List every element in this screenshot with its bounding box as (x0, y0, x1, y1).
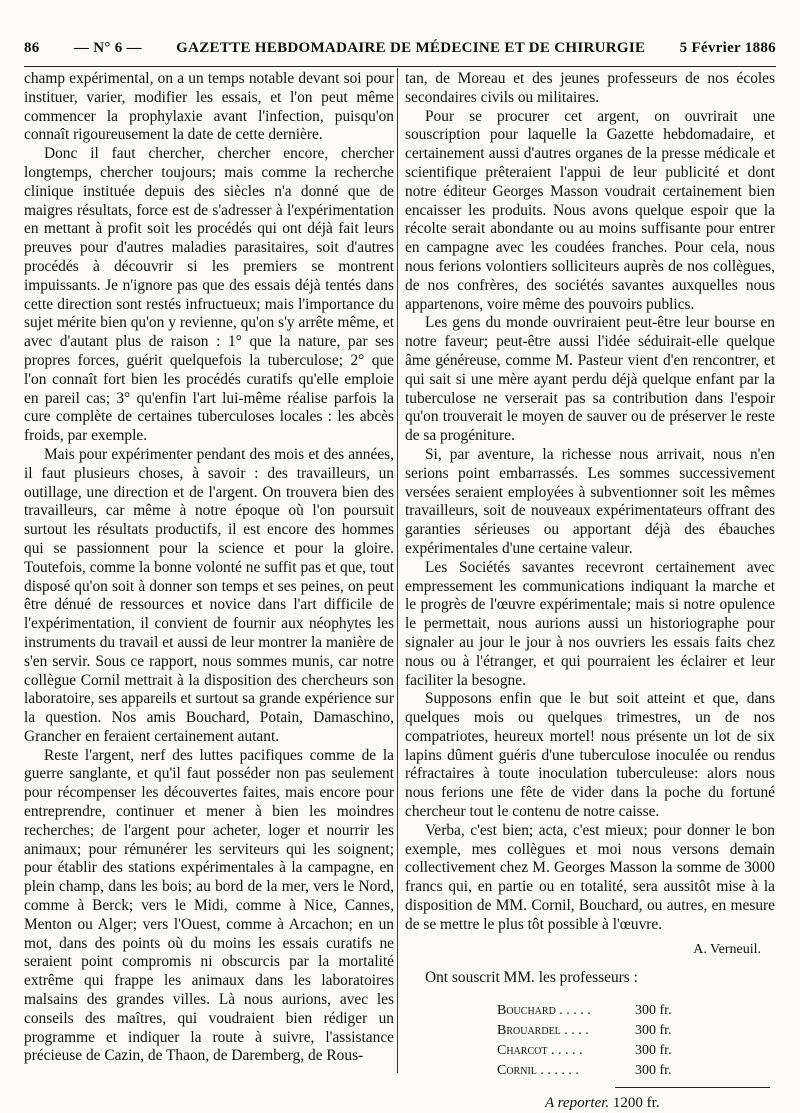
paragraph: Reste l'argent, nerf des luttes pacifiques comme de la guerre sanglante, et qu'il faut posséder non pas seulement pour récompenser les découvertes faites, mais encore pour entreprendre, continuer et mener à bien les moindres recherches; de l'argent pour acheter, loger et nourrir les animaux; pour rémunérer les serviteurs qui les soignent; pour établir des stations expérimentales à la campagne, en plein champ, dans les bois; au bord de la mer, vers le Nord, comme à Berck; vers le Midi, comme à Nice, Cannes, Menton ou Alger; vers l'Ouest, comme à Arcachon; en un mot, dans des points où du moins les essais curatifs ne seraient point compromis ni obscurcis par la mortalité extrême qui frappe les animaux dans les laboratoires malsains des grandes villes. Là nous aurions, avec les conseils des maîtres, qui voudraient bien rédiger un programme et indiquer la route à suivre, l'assistance précieuse de Cazin, de Thaon, de Daremberg, de Rous- (24, 746, 394, 1065)
subscription-table (497, 1002, 672, 1081)
author-signature: A. Verneuil. (693, 941, 761, 957)
subscription-amount: 300 fr. (635, 1003, 672, 1019)
subscription-amount: 300 fr. (635, 1023, 672, 1039)
subscriber-name: Charcot . . . . . (497, 1042, 583, 1058)
paragraph: Donc il faut chercher, chercher encore, chercher longtemps, chercher toujours; mais comme la recherche clinique instituée depuis des siècles n'a donné que de maigres résultats, force est de s'adresser à l'expérimentation en mettant à profit soit les procédés qui ont déjà fait leurs preuves pour d'autres maladies parasitaires, soit d'autres procédés à découvrir si les premiers se montrent impuissants. Je n'ignore pas que des essais déjà tentés dans cette direction sont restés infructueux; mais l'importance du sujet mérite bien qu'on y revienne, qu'on s'y arrête même, et avec d'autant plus de raison : 1° que la nature, par ses propres forces, guérit quelquefois la tuberculose; 2° que l'on connaît fort bien les procédés curatifs qu'elle emploie en pareil cas; 3° qu'enfin l'art lui-même réalise parfois la cure complète de certaines tuberculoses locales : les abcès froids, par exemple. (24, 145, 394, 445)
subscriber-name: Cornil . . . . . . (497, 1062, 579, 1078)
total-amount: 1200 fr. (612, 1095, 660, 1112)
paragraph: tan, de Moreau et des jeunes professeurs de nos écoles secondaires civils ou militaires. (405, 70, 775, 106)
running-header (24, 40, 776, 57)
table-row (497, 1042, 672, 1062)
subscription-total (405, 1094, 775, 1113)
table-row (497, 1022, 672, 1042)
paragraph: champ expérimental, on a un temps notable devant soi pour instituer, varier, modifier les essais, et l'on peut même commencer la prophylaxie avant l'infection, puisqu'on connaît rigoureusement la date de cette dernière. (24, 70, 394, 144)
paragraph: Pour se procurer cet argent, on ouvrirait une souscription pour laquelle la Gazette hebdomadaire, et certainement aussi d'autres organes de la presse médicale et scientifique prêteraient l'appui de leur publicité et dont notre éditeur Georges Masson voudrait certainement bien encaisser les produits. Nous avons quelque espoir que la récolte serait abondante ou au moins suffisante pour entrer en campagne avec les coudées franches. Pour cela, nous nous ferions volontiers solliciteurs auprès de nos collègues, de nos confrères, des sociétés savantes auxquelles nous appartenons, voire même des pouvoirs publics. (405, 107, 775, 313)
column-divider (397, 68, 398, 1073)
journal-title: GAZETTE HEBDOMADAIRE DE MÉDECINE ET DE CHIRURGIE (176, 40, 646, 56)
paragraph: Les Sociétés savantes recevront certainement avec empressement les communications indiquant la marche et le progrès de l'œuvre expérimentale; mais si notre opulence le permettait, nous aurions aussi un historiographe pour signaler au jour le jour à nos ouvriers les essais faits chez nous ou à l'étranger, et qui pourraient les éclairer et leur faciliter la besogne. (405, 558, 775, 689)
page-number: 86 (24, 40, 40, 56)
right-column (405, 70, 775, 1113)
paragraph: Mais pour expérimenter pendant des mois et des années, il faut plusieurs choses, à savoir : des travailleurs, un outillage, une direction et de l'argent. On trouvera bien des travailleurs, car même à notre époque où l'on poursuit surtout les résultats productifs, il est encore des hommes qui se passionnent pour la science et pour la gloire. Toutefois, comme la bonne volonté ne suffit pas et que, tout disposé qu'on soit à donner son temps et ses peines, on peut être dénué de ressources et novice dans l'art difficile de l'expérimentation, il convient de fournir aux néophytes les instruments du travail et aussi de leur montrer la manière de s'en servir. Sous ce rapport, nous sommes munis, car notre collègue Cornil mettrait à la disposition des chercheurs son laboratoire, ses appareils et surtout sa grande expérience sur la question. Nos amis Bouchard, Potain, Damaschino, Grancher en feraient certainement autant. (24, 445, 394, 745)
total-rule (615, 1087, 770, 1088)
table-row (497, 1062, 672, 1082)
table-row (497, 1002, 672, 1022)
paragraph: Si, par aventure, la richesse nous arrivait, nous n'en serions point embarrassés. Les sommes successivement versées seraient employées à subventionner soit les mêmes travailleurs, soit de nouveaux expérimentateurs offrant des garanties sérieuses ou apportant déjà des ébauches expérimentales d'une certaine valeur. (405, 445, 775, 557)
paragraph: Verba, c'est bien; acta, c'est mieux; pour donner le bon exemple, mes collègues et moi nous versons demain collectivement chez M. Georges Masson la somme de 3000 francs qui, en partie ou en totalité, sera aussitôt mise à la disposition de MM. Cornil, Bouchard, ou autres, en mesure de se mettre le plus tôt possible à l'œuvre. (405, 821, 775, 933)
total-label: A reporter. (545, 1095, 610, 1112)
subscriber-name: Brouardel . . . . (497, 1023, 589, 1039)
subscriber-name: Bouchard . . . . . (497, 1003, 591, 1019)
paragraph: Les gens du monde ouvriraient peut-être leur bourse en notre faveur; peut-être aussi l'idée séduirait-elle quelque âme généreuse, comme M. Pasteur vient d'en rencontrer, et qui sait si une mère ayant perdu déjà quelque enfant par la tuberculose ne verserait pas sa contribution dans l'espoir qu'on trouverait le moyen de sauver ou de préserver le reste de sa progéniture. (405, 314, 775, 445)
issue-date: 5 Février 1886 (679, 40, 776, 56)
paragraph: Supposons enfin que le but soit atteint et que, dans quelques mois ou quelques trimestres, un de nos compatriotes, heureux mortel! nous présente un lot de six lapins dûment guéris d'une tuberculose inoculée ou rendus réfractaires à toute inoculation tuberculeuse: alors nous nous ferions une fête de vider dans la poche du fortuné chercheur tout le contenu de notre caisse. (405, 690, 775, 821)
subscription-intro: Ont souscrit MM. les professeurs : (425, 969, 638, 987)
issue-number: — N° 6 — (73, 40, 142, 56)
subscription-amount: 300 fr. (635, 1062, 672, 1078)
header-rule (24, 66, 776, 67)
left-column (24, 70, 394, 1066)
subscription-amount: 300 fr. (635, 1042, 672, 1058)
